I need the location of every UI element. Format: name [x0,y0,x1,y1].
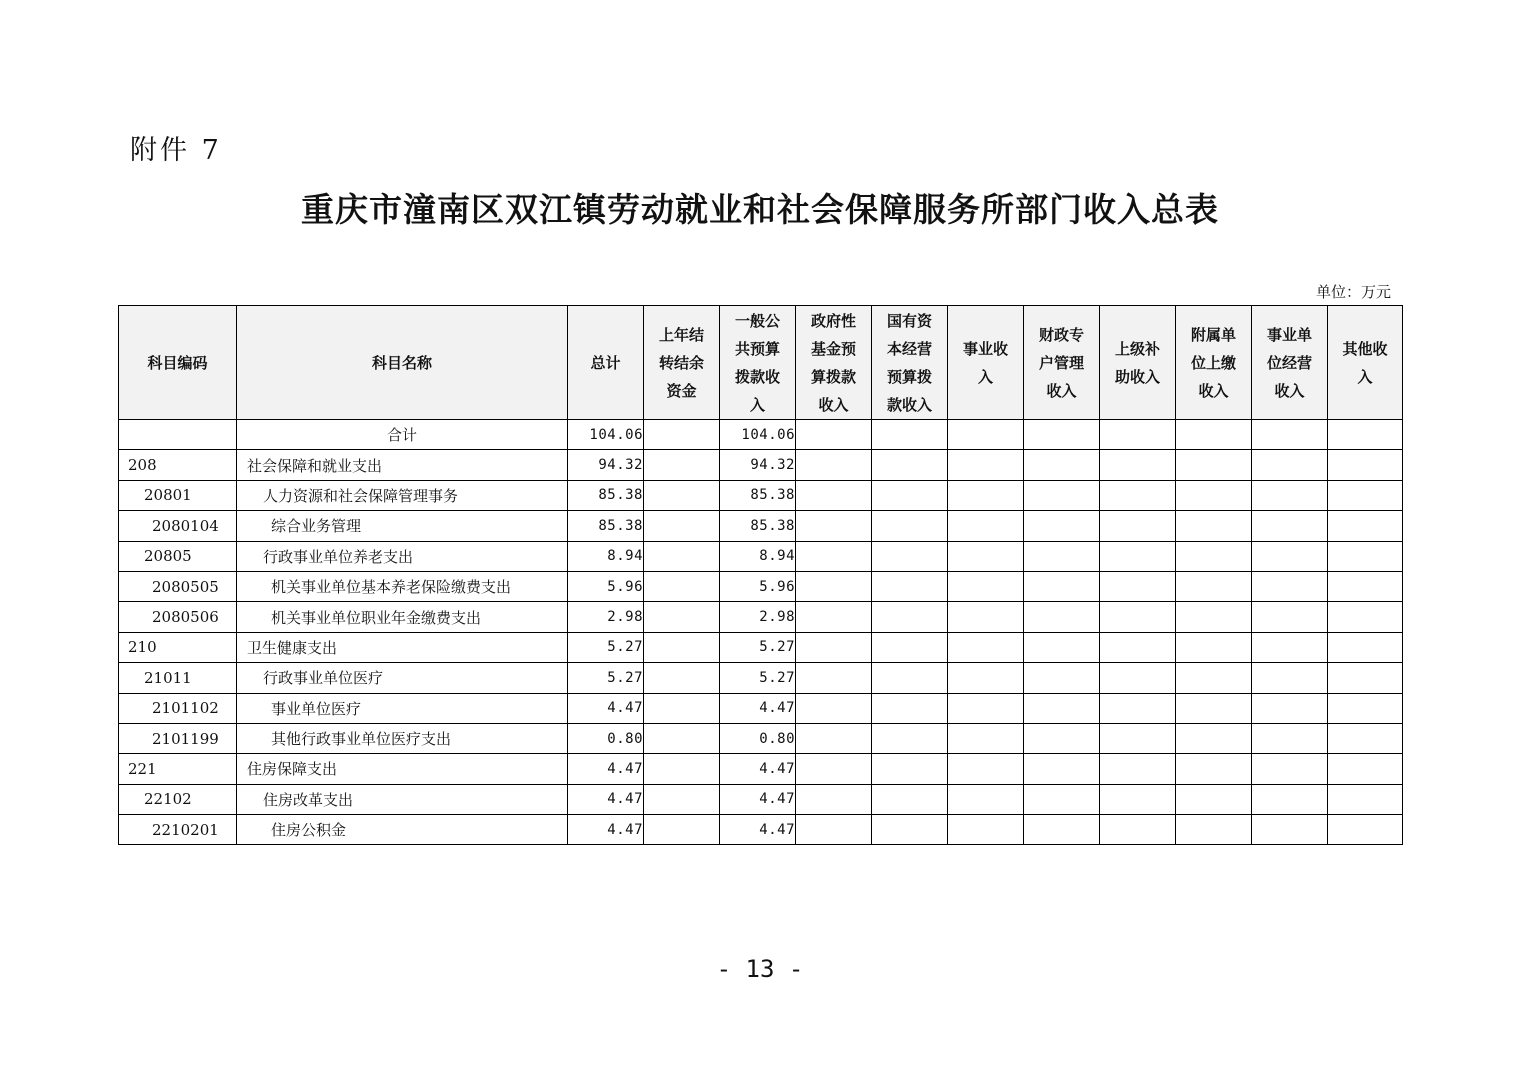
cell-name: 住房保障支出 [237,754,568,784]
cell-empty [948,571,1024,601]
header-total: 总计 [568,306,644,420]
cell-empty [1024,480,1100,510]
cell-carryover [644,511,720,541]
header-state-capital [872,306,948,420]
cell-empty [1024,723,1100,753]
cell-empty [1100,663,1176,693]
cell-total: 104.06 [568,420,644,450]
table-header-row [119,306,1403,420]
cell-name: 其他行政事业单位医疗支出 [237,723,568,753]
cell-carryover [644,815,720,845]
cell-empty [872,693,948,723]
cell-empty [1100,420,1176,450]
cell-code: 20805 [119,541,237,571]
cell-code: 2101102 [119,693,237,723]
cell-empty [1100,754,1176,784]
cell-total: 4.47 [568,784,644,814]
header-business-operating [1252,306,1328,420]
cell-empty [1100,450,1176,480]
cell-empty [872,480,948,510]
cell-empty [1252,480,1328,510]
cell-empty [1328,723,1403,753]
cell-empty [1176,511,1252,541]
cell-empty [796,450,872,480]
cell-empty [1328,571,1403,601]
cell-code: 22102 [119,784,237,814]
cell-empty [872,815,948,845]
income-summary-table [118,305,1403,845]
table-row [119,754,1403,784]
cell-empty [1328,693,1403,723]
cell-empty [1176,815,1252,845]
header-subordinate-payment [1176,306,1252,420]
cell-code: 2080505 [119,571,237,601]
cell-empty [948,602,1024,632]
cell-general-budget: 5.27 [720,663,796,693]
cell-empty [1176,663,1252,693]
cell-empty [948,663,1024,693]
table-row [119,815,1403,845]
cell-general-budget: 85.38 [720,480,796,510]
header-special-account-text: 财政专户管理收入 [1038,325,1084,400]
cell-empty [1252,450,1328,480]
cell-empty [1024,632,1100,662]
cell-empty [1328,663,1403,693]
cell-empty [872,511,948,541]
cell-general-budget: 5.96 [720,571,796,601]
cell-empty [1024,663,1100,693]
cell-empty [1024,784,1100,814]
cell-empty [1176,450,1252,480]
cell-empty [1100,784,1176,814]
cell-code: 221 [119,754,237,784]
cell-name: 合计 [237,420,568,450]
cell-empty [948,784,1024,814]
cell-total: 4.47 [568,693,644,723]
cell-empty [1252,784,1328,814]
cell-empty [1024,541,1100,571]
header-special-account [1024,306,1100,420]
cell-empty [1176,571,1252,601]
cell-total: 0.80 [568,723,644,753]
cell-empty [872,571,948,601]
cell-code: 2080506 [119,602,237,632]
cell-empty [1024,754,1100,784]
table-row [119,632,1403,662]
cell-empty [1252,815,1328,845]
cell-carryover [644,480,720,510]
cell-general-budget: 85.38 [720,511,796,541]
cell-empty [1024,511,1100,541]
header-gov-fund-text: 政府性基金预算拨款收入 [810,311,856,414]
cell-empty [1176,602,1252,632]
cell-total: 5.27 [568,663,644,693]
page-title: 重庆市潼南区双江镇劳动就业和社会保障服务所部门收入总表 [301,190,1219,229]
table-row [119,571,1403,601]
cell-empty [1176,754,1252,784]
cell-carryover [644,784,720,814]
header-business-income-text: 事业收入 [962,339,1008,386]
cell-empty [1328,541,1403,571]
cell-carryover [644,754,720,784]
cell-empty [796,480,872,510]
table-row [119,663,1403,693]
cell-empty [796,663,872,693]
table-row [119,511,1403,541]
cell-empty [1252,754,1328,784]
cell-empty [1100,571,1176,601]
cell-carryover [644,663,720,693]
cell-total: 2.98 [568,602,644,632]
cell-empty [1328,754,1403,784]
cell-empty [1252,693,1328,723]
cell-empty [948,511,1024,541]
cell-empty [1328,450,1403,480]
cell-carryover [644,571,720,601]
cell-empty [1176,784,1252,814]
table-row [119,420,1403,450]
cell-name: 综合业务管理 [237,511,568,541]
cell-empty [872,632,948,662]
cell-total: 94.32 [568,450,644,480]
header-gov-fund [796,306,872,420]
cell-carryover [644,693,720,723]
cell-empty [1176,693,1252,723]
cell-empty [1100,632,1176,662]
cell-empty [1024,450,1100,480]
cell-empty [872,541,948,571]
cell-code [119,420,237,450]
cell-empty [872,723,948,753]
cell-general-budget: 94.32 [720,450,796,480]
cell-carryover [644,632,720,662]
cell-empty [1100,480,1176,510]
cell-empty [1100,815,1176,845]
cell-name: 人力资源和社会保障管理事务 [237,480,568,510]
cell-empty [1252,602,1328,632]
header-subordinate-payment-text: 附属单位上缴收入 [1190,325,1236,400]
cell-empty [1252,511,1328,541]
cell-empty [796,511,872,541]
header-general-budget [720,306,796,420]
cell-empty [1328,815,1403,845]
cell-empty [1024,602,1100,632]
cell-empty [1024,693,1100,723]
cell-code: 2101199 [119,723,237,753]
header-business-income [948,306,1024,420]
table-row [119,723,1403,753]
cell-empty [1024,815,1100,845]
cell-name: 住房公积金 [237,815,568,845]
cell-total: 5.27 [568,632,644,662]
cell-empty [1328,602,1403,632]
cell-empty [948,815,1024,845]
cell-empty [796,693,872,723]
cell-empty [1328,784,1403,814]
cell-name: 行政事业单位医疗 [237,663,568,693]
cell-empty [1252,723,1328,753]
table-row [119,541,1403,571]
cell-total: 4.47 [568,815,644,845]
cell-carryover [644,541,720,571]
cell-empty [1024,571,1100,601]
cell-general-budget: 0.80 [720,723,796,753]
cell-empty [796,602,872,632]
cell-empty [948,693,1024,723]
cell-code: 210 [119,632,237,662]
cell-empty [872,663,948,693]
cell-carryover [644,420,720,450]
cell-empty [796,723,872,753]
cell-total: 4.47 [568,754,644,784]
cell-general-budget: 4.47 [720,693,796,723]
cell-name: 住房改革支出 [237,784,568,814]
cell-name: 社会保障和就业支出 [237,450,568,480]
cell-empty [1328,511,1403,541]
cell-name: 机关事业单位基本养老保险缴费支出 [237,571,568,601]
header-name: 科目名称 [237,306,568,420]
table-row [119,602,1403,632]
cell-empty [1176,420,1252,450]
cell-empty [796,784,872,814]
cell-code: 208 [119,450,237,480]
cell-total: 5.96 [568,571,644,601]
header-general-budget-text: 一般公共预算拨款收入 [734,311,780,414]
cell-name: 事业单位医疗 [237,693,568,723]
cell-carryover [644,602,720,632]
cell-total: 85.38 [568,480,644,510]
cell-empty [796,632,872,662]
cell-empty [948,632,1024,662]
table-row [119,480,1403,510]
cell-empty [1176,723,1252,753]
cell-empty [872,784,948,814]
cell-empty [1252,420,1328,450]
unit-label: 单位：万元 [1315,283,1391,301]
cell-empty [1252,571,1328,601]
cell-empty [1024,420,1100,450]
page-number: - 13 - [716,955,804,983]
cell-empty [948,541,1024,571]
table-row [119,450,1403,480]
header-other-income-text: 其他收入 [1342,339,1388,386]
cell-general-budget: 4.47 [720,754,796,784]
cell-general-budget: 8.94 [720,541,796,571]
header-superior-subsidy-text: 上级补助收入 [1114,339,1160,386]
cell-general-budget: 2.98 [720,602,796,632]
cell-empty [1176,632,1252,662]
cell-empty [872,602,948,632]
cell-general-budget: 5.27 [720,632,796,662]
cell-empty [948,420,1024,450]
cell-empty [796,420,872,450]
cell-empty [948,754,1024,784]
header-state-capital-text: 国有资本经营预算拨款收入 [886,311,932,414]
header-code: 科目编码 [119,306,237,420]
attachment-label: 附件 7 [130,135,222,166]
cell-general-budget: 4.47 [720,784,796,814]
table-row [119,784,1403,814]
cell-empty [948,480,1024,510]
cell-total: 85.38 [568,511,644,541]
cell-empty [1176,480,1252,510]
cell-empty [948,723,1024,753]
cell-name: 行政事业单位养老支出 [237,541,568,571]
cell-code: 20801 [119,480,237,510]
cell-code: 21011 [119,663,237,693]
cell-empty [1252,632,1328,662]
cell-code: 2210201 [119,815,237,845]
cell-total: 8.94 [568,541,644,571]
cell-general-budget: 4.47 [720,815,796,845]
cell-empty [1100,693,1176,723]
cell-empty [1252,541,1328,571]
cell-name: 机关事业单位职业年金缴费支出 [237,602,568,632]
cell-general-budget: 104.06 [720,420,796,450]
cell-empty [1328,420,1403,450]
cell-empty [796,571,872,601]
cell-empty [1252,663,1328,693]
cell-empty [1100,723,1176,753]
cell-empty [796,815,872,845]
cell-empty [796,754,872,784]
cell-code: 2080104 [119,511,237,541]
header-superior-subsidy [1100,306,1176,420]
header-business-operating-text: 事业单位经营收入 [1266,325,1312,400]
cell-empty [1328,632,1403,662]
cell-carryover [644,723,720,753]
cell-empty [1100,541,1176,571]
table-row [119,693,1403,723]
cell-name: 卫生健康支出 [237,632,568,662]
header-carryover-text: 上年结转结余资金 [658,325,704,400]
header-carryover [644,306,720,420]
cell-empty [948,450,1024,480]
cell-empty [1176,541,1252,571]
cell-empty [1100,511,1176,541]
cell-empty [872,754,948,784]
cell-empty [872,450,948,480]
cell-empty [872,420,948,450]
header-other-income [1328,306,1403,420]
cell-carryover [644,450,720,480]
cell-empty [796,541,872,571]
cell-empty [1328,480,1403,510]
cell-empty [1100,602,1176,632]
